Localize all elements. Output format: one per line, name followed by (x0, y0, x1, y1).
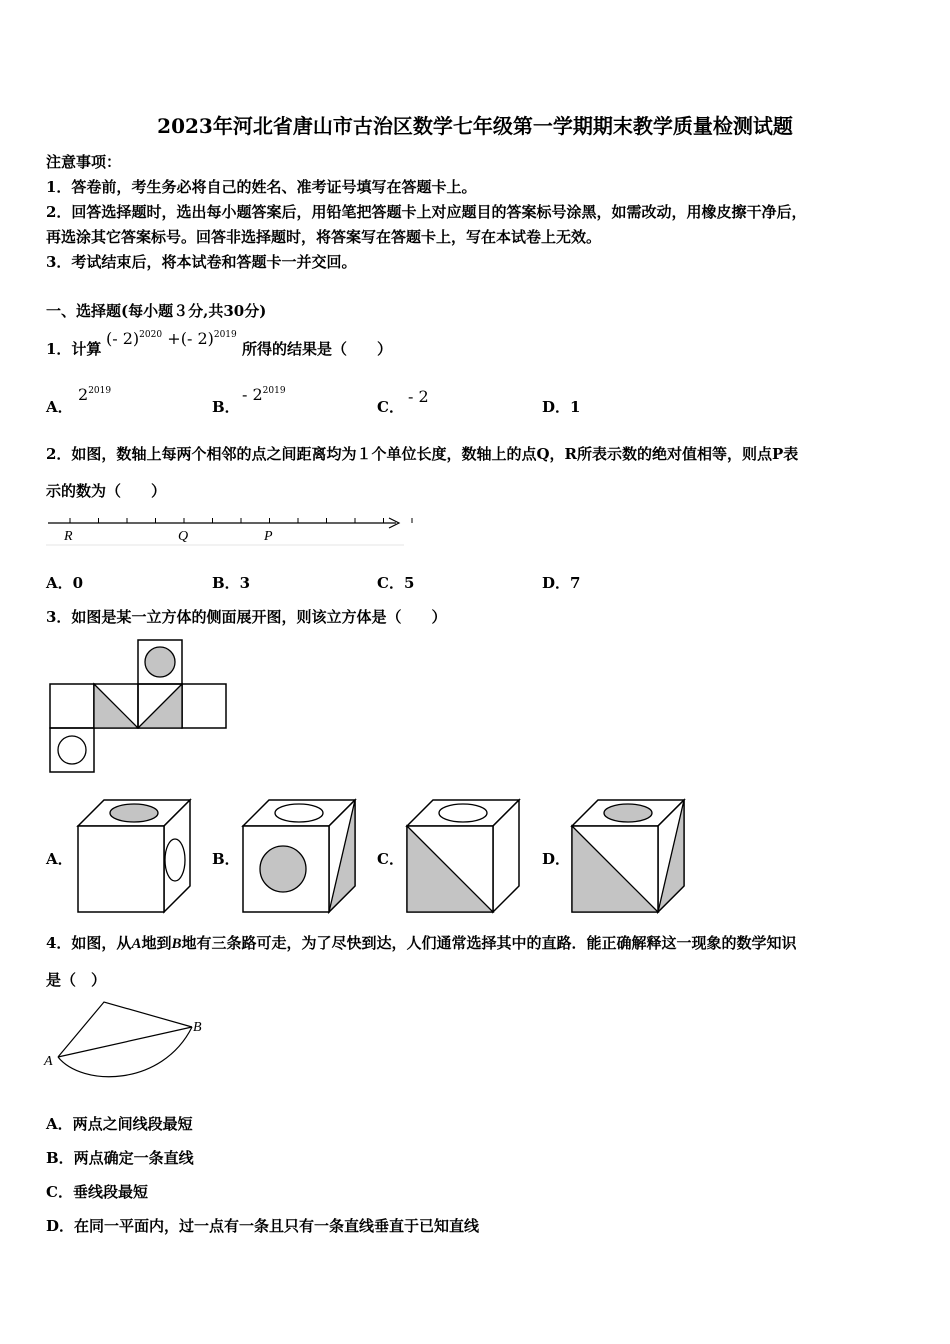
q3-option-b-cube[interactable] (241, 798, 361, 914)
q3-stem: 3．如图是某一立方体的侧面展开图，则该立方体是（ ） (46, 608, 447, 626)
q1-base-1: (- 2) (106, 329, 140, 348)
q1-option-c-value: - 2 (408, 387, 429, 406)
notice-item-2a: 2．回答选择题时，选出每小题答案后，用铅笔把答题卡上对应题目的答案标号涂黑，如需改动，用橡皮擦干净后， (46, 203, 807, 221)
q1-a-exp: 2019 (88, 386, 112, 396)
point-a-label: A (44, 1054, 53, 1069)
point-b-label: B (193, 1020, 202, 1035)
point-p-label: P (264, 529, 273, 544)
q2-option-d: D．7 (542, 574, 581, 592)
q3-option-c-label: C． (377, 850, 404, 868)
q3-option-c-cube[interactable] (405, 798, 525, 914)
q4-stem-line-2: 是（ ） (46, 971, 107, 989)
q1-exp-2: 2019 (213, 330, 237, 340)
paths-figure (42, 997, 217, 1082)
q4-option-d: D．在同一平面内，过一点有一条且只有一条直线垂直于已知直线 (46, 1217, 480, 1235)
q1-option-a-label: A． (46, 398, 73, 416)
notice-item-1: 1．答卷前，考生务必将自己的姓名、准考证号填写在答题卡上。 (46, 178, 477, 196)
q4-option-a: A．两点之间线段最短 (46, 1115, 193, 1133)
q2-option-c: C．5 (377, 574, 415, 592)
q1-prefix: 1．计算 (46, 340, 102, 358)
q1-option-a-value (78, 386, 111, 404)
section-heading: 一、选择题(每小题３分,共30分) (46, 302, 267, 320)
q1-suffix: 所得的结果是（ ） (242, 340, 393, 358)
q1-a-base: 2 (78, 385, 89, 404)
q2-option-b: B．3 (212, 574, 251, 592)
q4-stem-line-1: 4．如图，从A地到B地有三条路可走，为了尽快到达，人们通常选择其中的直路．能正确解释这一现象的数学知识 (46, 934, 797, 952)
notice-item-2b: 再选涂其它答案标号。回答非选择题时，将答案写在答题卡上，写在本试卷上无效。 (46, 228, 602, 246)
q1-b-exp: 2019 (262, 386, 286, 396)
notice-item-3: 3．考试结束后，将本试卷和答题卡一并交回。 (46, 253, 357, 271)
q1-option-b-label: B． (212, 398, 240, 416)
q3-option-a-cube[interactable] (76, 798, 196, 914)
cube-net-figure (48, 638, 238, 778)
page-title: 2023年河北省唐山市古治区数学七年级第一学期期末教学质量检测试题 (157, 114, 793, 138)
q3-option-a-label: A． (46, 850, 73, 868)
q3-option-b-label: B． (212, 850, 240, 868)
point-r-label: R (64, 529, 73, 544)
q1-option-c-label: C． (377, 398, 404, 416)
q4-option-c: C．垂线段最短 (46, 1183, 148, 1201)
number-line-figure (46, 512, 406, 546)
q2-option-a: A．0 (46, 574, 84, 592)
q1-option-b-value (242, 386, 286, 404)
point-q-label: Q (178, 529, 189, 544)
q1-base-2: (- 2) (180, 329, 214, 348)
q2-stem-line-2: 示的数为（ ） (46, 482, 167, 500)
q4-option-b: B．两点确定一条直线 (46, 1149, 194, 1167)
notice-heading: 注意事项： (46, 153, 122, 171)
q3-option-d-label: D． (542, 850, 571, 868)
q1-plus: + (167, 329, 181, 348)
q1-expression (106, 330, 237, 348)
q1-b-base: - 2 (242, 385, 263, 404)
q3-option-d-cube[interactable] (570, 798, 690, 914)
q1-option-d: D．1 (542, 398, 581, 416)
q1-exp-1: 2020 (139, 330, 163, 340)
q2-stem-line-1: 2．如图，数轴上每两个相邻的点之间距离均为１个单位长度，数轴上的点Q，R所表示数的绝对值相等，则点P表 (46, 445, 799, 463)
